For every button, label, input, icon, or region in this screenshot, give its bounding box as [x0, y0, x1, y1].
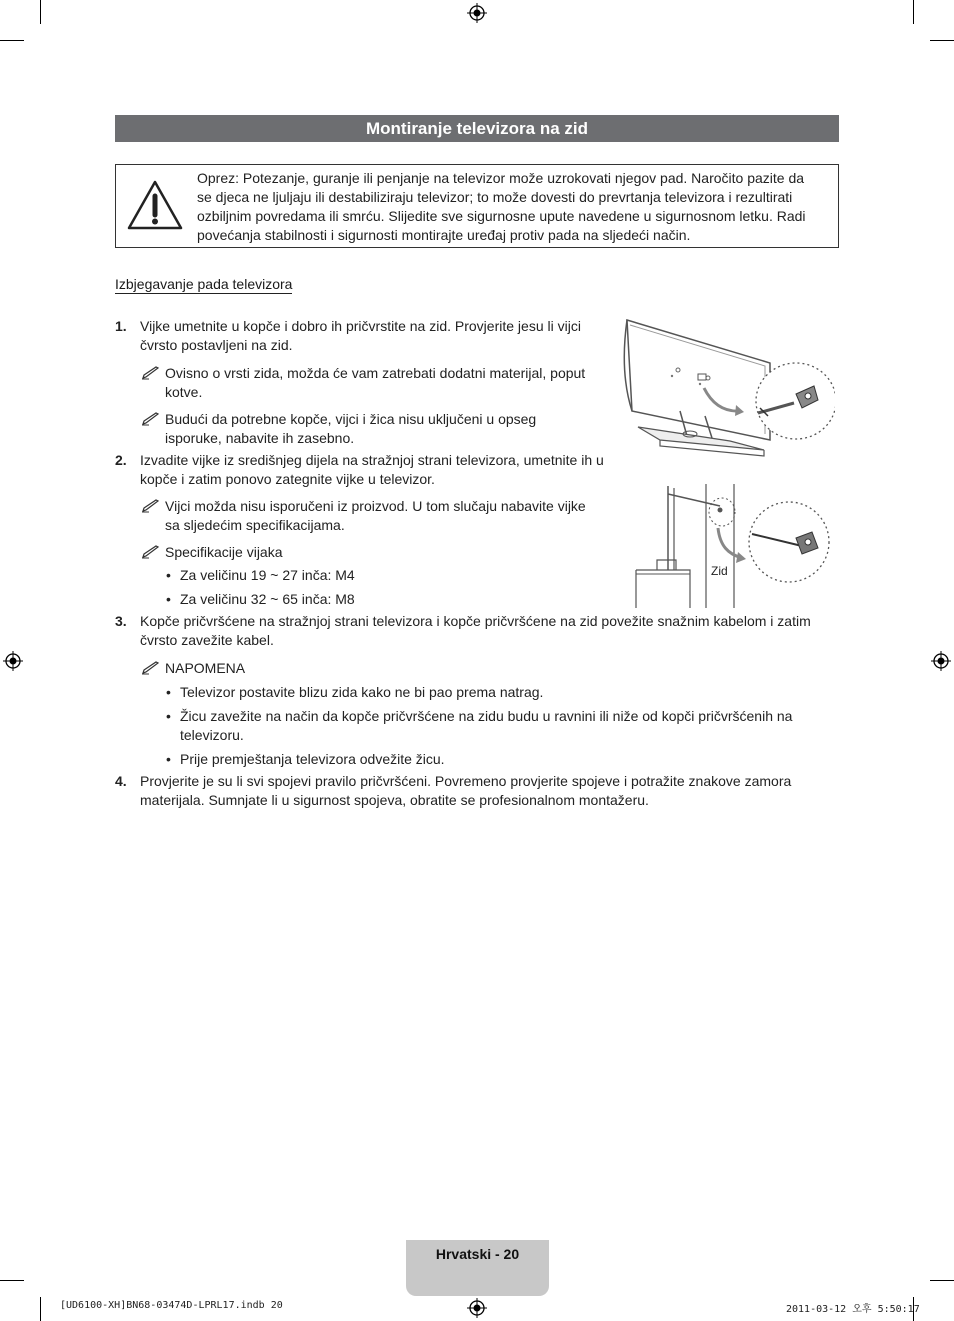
crop-mark — [40, 1297, 41, 1321]
note-text: isporuke, nabavite ih zasebno. — [165, 430, 355, 446]
caution-line: : Potezanje, guranje ili penjanje na televizor može uzrokovati njegov pad. Naročito pazite da — [235, 170, 805, 186]
wall-label: Zid — [711, 564, 728, 578]
step-text: materijala. Sumnjate li u sigurnost spojeva, obratite se profesionalnom montažeru. — [140, 792, 649, 808]
crop-mark — [930, 1280, 954, 1281]
crop-mark — [40, 0, 41, 24]
note-text: Vijci možda nisu isporučeni iz proizvod. U tom slučaju nabavite vijke — [165, 498, 586, 514]
note-text: Ovisno o vrsti zida, možda će vam zatrebati dodatni materijal, poput — [165, 365, 586, 381]
note-heading: NAPOMENA — [165, 660, 246, 676]
step-text: Provjerite je su li svi spojevi pravilo pričvršćeni. Povremeno provjerite spojeve i potražite znakove zamora — [140, 773, 792, 789]
caution-line: se djeca ne ljuljaju ili destabiliziraju televizor; to može dovesti do prevrtanja televizora i rezultirati — [197, 189, 793, 205]
pencil-note-icon — [141, 499, 161, 513]
crop-mark — [0, 1280, 24, 1281]
note-text: Specifikacije vijaka — [165, 544, 283, 560]
warning-triangle-icon — [126, 179, 184, 231]
crop-mark — [0, 40, 24, 41]
step-text: kopče i zatim ponovo zategnite vijke u televizor. — [140, 471, 435, 487]
caution-box — [115, 164, 839, 248]
bullet-text: Žicu zavežite na način da kopče pričvršćene na zidu budu u ravnini ili niže od kopči pričvršćenih na — [180, 708, 793, 724]
section-title: Izbjegavanje pada televizora — [115, 276, 293, 292]
caution-line: povećanja stabilnosti i sigurnosti montirajte uređaj protiv pada na sljedeći način. — [197, 227, 691, 243]
bullet-text: Televizor postavite blizu zida kako ne bi pao prema natrag. — [180, 684, 544, 700]
pencil-note-icon — [141, 661, 161, 675]
caution-text — [197, 169, 829, 245]
page-title: Montiranje televizora na zid — [115, 115, 839, 142]
step-number: 1. — [115, 318, 127, 334]
step-number: 2. — [115, 452, 127, 468]
note-text: kotve. — [165, 384, 203, 400]
bullet-text: Za veličinu 32 ~ 65 inča: M8 — [180, 591, 355, 607]
note-text: sa sljedećim specifikacijama. — [165, 517, 345, 533]
pencil-note-icon — [141, 412, 161, 426]
step-text: čvrsto zavežite kabel. — [140, 632, 274, 648]
crop-mark — [930, 40, 954, 41]
bullet-glyph: • — [166, 567, 171, 583]
bullet-glyph: • — [166, 708, 171, 724]
print-slug-left: [UD6100-XH]BN68-03474D-LPRL17.indb 20 — [60, 1300, 283, 1311]
bullet-glyph: • — [166, 751, 171, 767]
step-text: Izvadite vijke iz središnjeg dijela na stražnjoj strani televizora, umetnite ih u — [140, 452, 604, 468]
registration-mark-icon — [467, 1298, 487, 1318]
step-number: 4. — [115, 773, 127, 789]
step-number: 3. — [115, 613, 127, 629]
caution-line: ozbiljnim povredama ili smrću. Slijedite sve sigurnosne upute navedene u sigurnosnom letku. Radi — [197, 208, 806, 224]
bullet-text: televizoru. — [180, 727, 244, 743]
pencil-note-icon — [141, 545, 161, 559]
print-slug-right: 2011-03-12 오후 5:50:17 — [786, 1304, 920, 1315]
registration-mark-icon — [931, 651, 951, 671]
bullet-glyph: • — [166, 591, 171, 607]
step-text: Vijke umetnite u kopče i dobro ih pričvrstite na zid. Provjerite jesu li vijci — [140, 318, 581, 334]
crop-mark — [913, 0, 914, 24]
registration-mark-icon — [3, 651, 23, 671]
step-text: čvrsto postavljeni na zid. — [140, 337, 293, 353]
registration-mark-icon — [467, 3, 487, 23]
bullet-text: Prije premještanja televizora odvežite žicu. — [180, 751, 445, 767]
bullet-glyph: • — [166, 684, 171, 700]
step-text: Kopče pričvršćene na stražnjoj strani televizora i kopče pričvršćene na zid povežite snažnim kabelom i zatim — [140, 613, 811, 629]
bullet-text: Za veličinu 19 ~ 27 inča: M4 — [180, 567, 355, 583]
caution-label: Oprez — [197, 170, 236, 186]
page-number: Hrvatski - 20 — [435, 1246, 520, 1262]
tv-rear-bracket-illustration — [620, 316, 835, 472]
tv-wall-tie-illustration — [632, 484, 837, 608]
note-text: Budući da potrebne kopče, vijci i žica nisu uključeni u opseg — [165, 411, 537, 427]
pencil-note-icon — [141, 366, 161, 380]
